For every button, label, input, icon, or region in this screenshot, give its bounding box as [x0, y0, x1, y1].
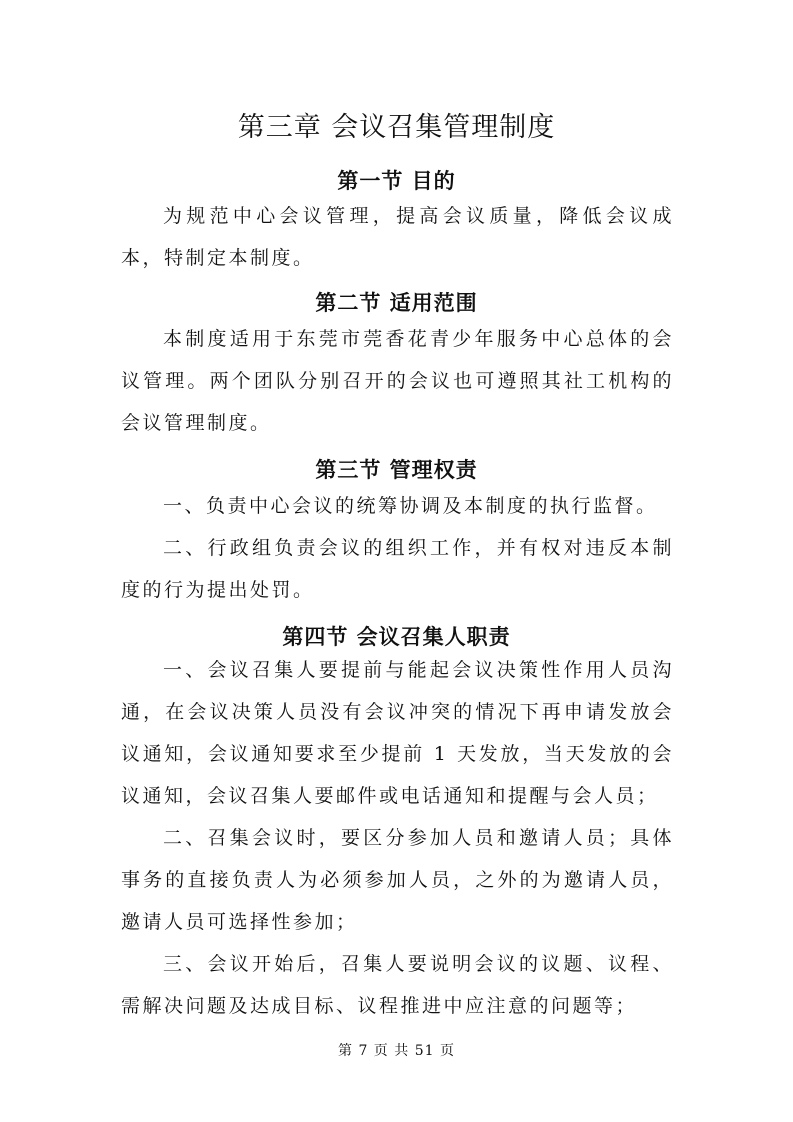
paragraph: 为规范中心会议管理，提高会议质量，降低会议成本，特制定本制度。: [121, 205, 674, 269]
paragraph: 一、负责中心会议的统筹协调及本制度的执行监督。: [163, 495, 658, 517]
page-number-footer: 第 7 页 共 51 页: [338, 1043, 455, 1059]
section-heading-scope: 第二节 适用范围: [315, 290, 478, 315]
paragraph: 二、召集会议时，要区分参加人员和邀请人员；具体事务的直接负责人为必须参加人员，之外的为邀请人员，邀请人员可选择性参加；: [121, 827, 674, 933]
paragraph: 本制度适用于东莞市莞香花青少年服务中心总体的会议管理。两个团队分别召开的会议也可遵照其社工机构的会议管理制度。: [121, 328, 674, 434]
paragraph: 一、会议召集人要提前与能起会议决策性作用人员沟通，在会议决策人员没有会议冲突的情况下再申请发放会议通知，会议通知要求至少提前 1 天发放，当天发放的会议通知，会议召集人要邮件或电话通知和提醒与会人员；: [121, 659, 674, 807]
section-heading-responsibility: 第三节 管理权责: [315, 457, 478, 482]
section-heading-convener-duties: 第四节 会议召集人职责: [282, 624, 511, 649]
section-heading-purpose: 第一节 目的: [337, 168, 456, 193]
chapter-title: 第三章 会议召集管理制度: [237, 112, 556, 143]
paragraph: 二、行政组负责会议的组织工作，并有权对违反本制度的行为提出处罚。: [121, 537, 674, 601]
paragraph: 三、会议开始后，召集人要说明会议的议题、议程、需解决问题及达成目标、议程推进中应注意的问题等；: [121, 953, 674, 1017]
